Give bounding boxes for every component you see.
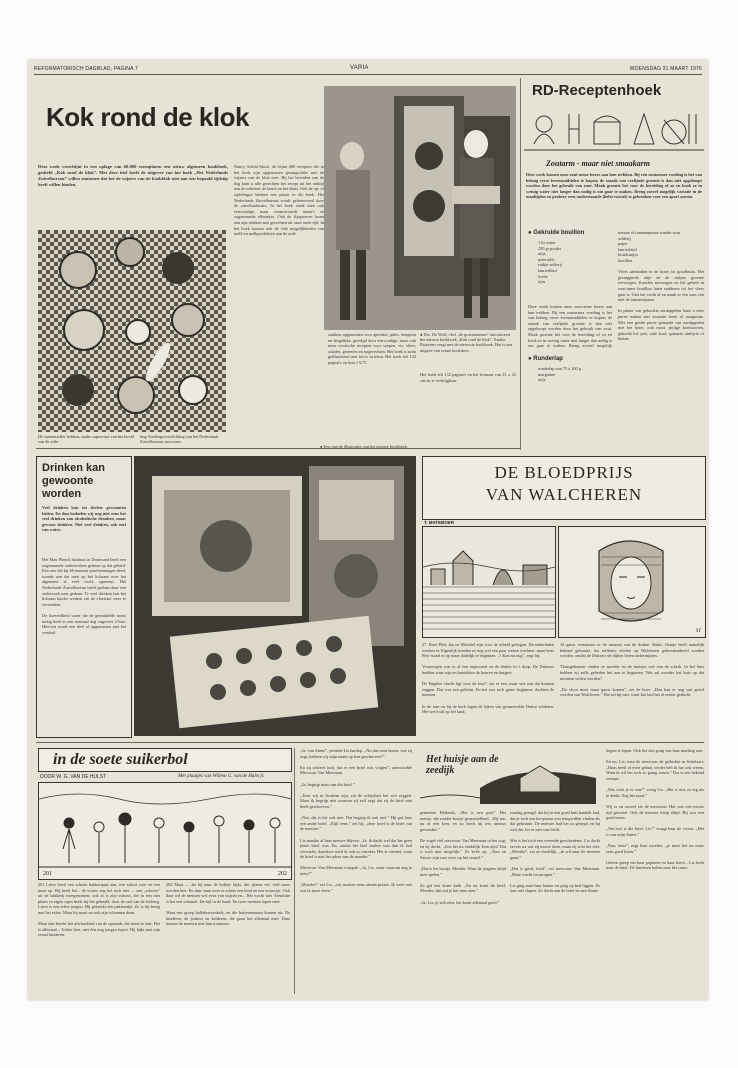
recepten-recipe2-title: ● Runderlap (528, 356, 563, 362)
suikerbol-col3: „Ja, van Annie”, peinsde Lis hardop. „Nu dus eens horen, wat zij zegt, hebben wij mijn naam op hen geschreven?” En zij schreef toch, dat er een brief was volgen”, antwoordde Mevrouw Van Meerman. „Ja, begrijp niets van die brief.” „Toen wij in Arnhem zijn, zal de schrijfster het wel zeggen. Maar ik begrijp niet waarom zij zelf zegt dat zij de brief niet heeft geschreven.” „Nee, dat is het ook niet. Dat begrijp ik ook niet.” Hij gaf haar een ander brief. „Kijk eens,” zei hij, „deze brief is de brief van de meester.” Lis maakte al haar nieuwe blijven. „Ja, ik dacht wel dat het geen juiste brief was. En, omdat het heel anders was dan ik had verwacht, daardoor werd ik ook zo onzeker. Het is vreemd, want de brief is met het adres van de moeder.” Mevrouw Van Meerman vraagde: „Ja, Lis, maar waarom zeg je niets?” „Moeder!” zei Lis, „wij moeten eens samen praten. Ik weet niet wat ik moet doen.” (300, 748, 412, 893)
bloedprijs-panel-left (422, 526, 556, 638)
bloedprijs-text-right: Al gauw vernamen ze de mensen van de drukte. Radio Oranje heeft namelijk bekend gemaakt, dat militaire doelen op Walcheren gebombardeerd zouden worden, omdat de Duitsers de dijken lieten ondermijnen. Thuisgekomen vinden ze moeder en de meisjes wel van de schrik. In het huis hebben zij zelfs gebeden het aan te beginnen. Wat zal moeder het huis op dat moment willen worden? „De vloot moet maar gauw komen”, zei de boer. „Dan kan er nog wat gered worden van Walcheren.” Dat zei hij niet, want Jan had het al eerder gedacht. (560, 642, 704, 698)
running-head-left: REFORMATORISCH DAGBLAD, PAGINA 7 (34, 66, 138, 72)
recepten-recipe1-title: ● Gekruide bouillon (528, 230, 585, 236)
suikerbol-col5: zondag gezegd, dat hij in een goed huis handelt had, dat je toch een kooporaat zou terugwillen vinden als dat gebeurde. De meester had het zo gezegd, en hij wist dat Lis er niet van hield. Wat is het toch een vreemde geschiedenis. Lis dacht erover na wat zij moest doen, maar zij wist het niet. „Moeder”, zei ze eindelijk, „ik wil naar de meester gaan.” „Dat is goed, kind”, zei mevrouw Van Meerman. „Maar wacht tot morgen.” Lis ging naar haar kamer en ging op bed liggen. Ze kon niet slapen. Ze dacht aan de brief en aan Annie. (510, 810, 600, 894)
kok-body-col4: Het boek telt 132 pagina's en het formaat van 21 x 22 cm en is verkrijgbaar. (420, 372, 516, 383)
bloedprijs-panel-right (558, 526, 706, 638)
section-rule-mid (36, 448, 520, 449)
bloedprijs-artist-signature: ST (695, 629, 701, 634)
suikerbol-comic-strip (38, 782, 292, 880)
suikerbol-divider (294, 748, 295, 994)
kok-caption-mid: ling Voedingsvoorlichting van het Nederlands Zuivelbureau, mevrouw (140, 434, 219, 445)
drinken-body: Het Max Planck Instituut in Dortmund heeft een zogenaamde onderzoeken gedaan op dat gebied. Een arts die bij 60 mensen proefnemingen deed, toonde aan dat men op het lichaam over het algemeen te veel vocht opneemt. Het Nederlands Zuivelbureau heeft gedaan daar een onderzoek naar gedaan. Te veel drinken laat het lichaam harder werken om de vloeistof weer te verwerken. De hoeveelheid water die de gemiddelde mens nodig heeft is een normaal dag ongeveer 2 liter. Hiervan wordt een deel al opgenomen met het voedsel. (42, 557, 126, 635)
bloedprijs-byline: T. MATEBOER (424, 520, 455, 525)
kok-caption-left: De samensteller hebben, onder supervisie van het hoofd van de afde- (38, 434, 135, 445)
recepten-divider (520, 78, 521, 450)
kok-cookbook-illustration (134, 456, 416, 736)
huisje-header (420, 748, 596, 804)
suikerbol-title: in de soete suikerbol (53, 751, 188, 768)
recepten-recipe2-items: runderlap van 75 à 100 g margarine uitje (538, 366, 581, 383)
recepten-title: RD-Receptenhoek (532, 82, 662, 99)
suikerbol-text2: 202 Maar — als hij naar de bolleje kijkt, die, platen vel, véél meer worden hier. En daar staat weer te achter een kind en een vrouwtje. Ook daar wil de mensen wel eens van wijzen en... Het wacht niet. Tenslotte is het een schamel. De bijl in de hand. En twee mensen lopen mee. Want een groep bolleboswinkels, en die buitenmensen komen uit. De kinderen, de jonkers en kelderen, die gaan het allemaal mee. Daar komen de mensen met hun trommen. (166, 882, 290, 927)
suikerbol-panel2-number: 202 (278, 871, 287, 877)
recepten-col2: tomaat of tomatenpuree zonder zout selderij peper laurierblad bruidsuitjes bouillon Vlees aanbraden in de boter tot goudbruin. Het gesnipperde uitje en de stukjes groente toevoegen. Kruiden toevoegen en het geheel in zout-arme bouillon laten sudderen tot het vlees gaar is. Giet het vocht af en maak er een saus van met de tomatenpuree. In plaats van gekookte aardappelen kunt u eens puree maken met zoutarm boter of margarine. Met een goede puree gemaakt van aardappelen met het boter, ook mooi: pittige koolsoorten, gekookt lof, prei, rode kool, spinazie, andijvie of bieten. (618, 230, 704, 342)
drinken-lead: Veel drinken kan tot slechte gewoonten leiden. En dan bedoelen wij nog niet eens het veel drinken van alcoholische dranken, maar gewone drinken. Niet veel drinken, ook niet van water. (42, 505, 126, 533)
suikerbol-byline: DOOR W. G. VAN DE HULST (40, 774, 107, 780)
kok-lead: Deze week verschijnt in een oplage van 60.000 exemplaren een nieuw algemeen kookboek, getiteld „Kok rond de klok”. Met deze titel heeft de uitgever van het boek „Het Nederlands Zuivelbureau” willen aantonen dat het de wijzers van de kookklok niet aan een bepaald tijdstip heeft willen binden. (38, 164, 228, 187)
section-rule-bottom (36, 742, 704, 743)
bloedprijs-title-line2: VAN WALCHEREN (485, 485, 643, 504)
kok-body-col2: Nancy Schlaf-Stock, de bijna 400 recepten die in het boek zijn opgenomen gerangschikt met de wijzers van de klok mee. Bij het bereiden van de dag kunt u alle gerechten het recept uit het ontbijt aan de ochtend, de lunch en het diner. Ook de op- of zijdelingse hebben een plaats in dit boek. Het Nederlands Zuivelbureau wordt gefinancierd door de zuivelindustrie. In het boek vindt men ook eenvoudige, maar verantwoorde menu's en zogenaamde elfuurtjes. Ook de fijnproever komt aan zijn trekken met gerechten uit onze oude tijd. In het boek komen ook de vele mogelijkheden van melk en melkprodukten aan de orde. (234, 164, 324, 237)
recepten-kitchen-illustration (524, 104, 704, 154)
recepten-intro: Deze week komen onze zout-arme lezers aan hun trekken. Bij een zoutarmer voeding is het van belang verse levensmiddelen te kopen; de smaak van verfijnde groente is dan niet opgehoopt worden door het gebruik van zout. Maak groente het voor de bereiding of zo en kook ze in weinig water niet langer dan nodig is om gaar te maken. Breng zoveel mogelijk variatie in de maaltijden en probeer eens onderstaande (liefst vooraf) te gebruiken voor een apart aroma. (526, 172, 702, 200)
header-rule (34, 74, 702, 75)
kok-people-photo (324, 86, 516, 330)
recepten-recipe1-items: 1 ltr water 250 gr poulet uitje peterselie stukje selderij laurierblad foelie tijm (538, 240, 562, 285)
suikerbol-title-box (38, 748, 292, 772)
drinken-title: Drinken kan gewoonte worden (42, 462, 105, 500)
suikerbol-text1: 201 Lieve heeft een schoen bakkerspak aan, een schort voor en een muts op. Hij heeft het... de vrouw zeg het toch niet — een „schoter” uit de bakkerij meegenomen; ook al is zijn schoen, die in een niet plaats in eigen ogen heeft hij het gehaald, door de stal van de herberg. Lieve is een echte jongen. Hij gebruikt een pakkaartje. Zo is hij bezig met het echte. Maar hij moet nu ook zijn schoenen doen. Maar dan breekt het afwisselend van de opmaak; dat komt te laat. Het is allemaal... Achter hen, met één nog jongen lopen. Hij kijkt met zijn zestal kinderen. (38, 882, 160, 938)
recepten-subtitle: Zoutarm - maar niet smaakarm (546, 159, 651, 168)
kok-food-photo (38, 230, 226, 432)
suikerbol-col4: gemeente Hellends, „Het is een poet”. Het meisje, dat zonder bootje geruststellend. „Hij was nu al een keer, en zo heeft hij iets nieuws gevonden.” De vogel viel mevrouw Van Meerman in het oog; en zij dacht: „Zou het nu eindelijk Tom zijn? Dat is toch niet mogelijk.” Ze keek op. „Tom en Sauwe zijn vast weer op het strand.” „Dat is het bootje, Moeder. Waar de jongens altijd mee spelen.” Ze gaf een korte knik. „En nu komt de brief, Moeder, dan zul je het eens zien.” „Ja, Lis, je zult zien, het komt allemaal goed.” (420, 810, 506, 905)
bloedprijs-text-left: 27. Boer Pleij Jan en Machiel zijn voor de arbeid gebogen. De naberdaten werken er. Eigenlijk konden ze nog wel een paar weken wachten, maar boer Pley stond er op maar dadelijk te beginnen. „'t Kan nu nog”, zegt hij. Voorzorgen was er al een ingevoerd en de drukte in 't dorp. De Duitsers hadden waar zijn en betrokken de boeren en burgers. De Engelse vlucht ligt voor de kust”, zei er een, maar wie zou dat kunnen zeggen. Dat was een geheim. En het zou toch gauw beginnen, dachten de mensen. In de tuin en bij de kerk lagen de lijken van gesneuvelde Duitse soldaten. Het werd stil op het land. (422, 642, 554, 715)
suikerbol-byline-right: Met plaatjes van Willem G. van de Hulst jr. (178, 774, 265, 779)
bloedprijs-title-line1: DE BLOEDPRIJS (494, 463, 634, 482)
kok-photo-caption: ● Drs. De Wolf, chef „de groentenman” introduceert het nieuwe kookboek „Kok rond de klok”. Emilie Bouwens vergt met de nieuwste kookboek. Het is een uitgave van ruime kookdoos. (420, 332, 513, 353)
drinken-box (36, 456, 132, 738)
running-head-right: WOENSDAG 31 MAART 1976 (629, 66, 702, 72)
suikerbol-panel1-number: 201 (43, 871, 52, 877)
kok-body-col3: stukken opgenomen voor aperitief, pâtés, beugnon en dergelijke, gevolgd door eenvoudige, maar ook meer exotische recepten voor soepen, vis, vlees, salades, groenten en nagerechten. Het boek is ruim geïllustreerd met foto's in kleur. Het boek telt 132 pagina's en kost f 9,75. (328, 332, 416, 365)
kok-illustration-caption: ● Een van de illustraties van het nieuwe kookboek. (320, 444, 408, 449)
huisje-title: Het huisje aan de zeedijk (426, 754, 499, 776)
kok-title: Kok rond de klok (46, 102, 249, 132)
newspaper-page (28, 60, 708, 1000)
bloedprijs-title-box (422, 456, 706, 520)
suikerbol-col6: begon te lopen. Ook het slot gong van haar machtig aan. En nu, Lis, toen de mevrouw de gedachte in Scholaart: „Hans heeft al even gehad, verder heb ik het ook weten. Want ik wil het toch zo graag weten.” Dat is een bekend verhaal. „Wat weet je er van?” vroeg Lis. „Het is niet zo erg als je denkt. Zeg het maar.” Wij er en zoveel zie de mevrouw. Het was een mooie tijd geweest. Ook de meester hielp altijd. Hij was een goed mens. „Van wie is die brief, Lis?” vraagt haar de vrouw. „Het is van mijn Annie.” „Nou, heus”, zegt haar moeder, „je moet het nu maar eens goed lezen.” Geleen greep om haar papieren en haar korte... Lis keek naar de brief. De kinderen keken naar het raam. (606, 748, 704, 871)
running-head-center: VARIA (350, 65, 369, 71)
recepten-recipe1-method: Deze week komen onze zout-arme lezers aan hun trekken. Bij een zoutarmer voeding is het van belang verse levensmiddelen te kopen; de smaak van verfijnde groente is dan niet opgehoopt worden door het gebruik van zout. Maak groente het voor de bereiding of zo en kook ze in weinig water niet langer dan nodig is om gaar te maken. Breng zoveel mogelijk (528, 304, 612, 348)
